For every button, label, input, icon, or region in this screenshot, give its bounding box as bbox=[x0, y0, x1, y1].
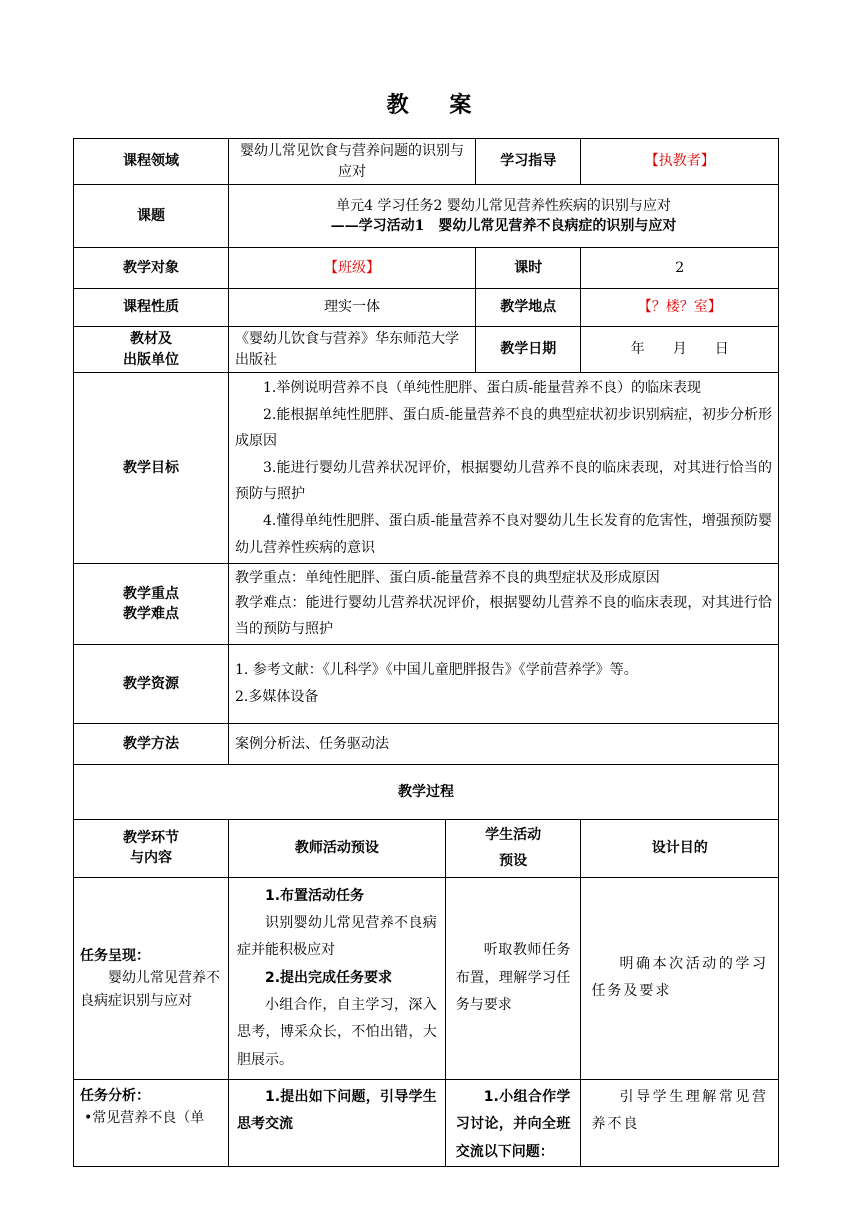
teacher-step-text: 识别婴幼儿常见营养不良病症并能积极应对 bbox=[236, 915, 437, 959]
row-task-presentation bbox=[74, 877, 779, 1079]
topic-value bbox=[228, 185, 778, 248]
title-char-2: 案 bbox=[449, 93, 474, 118]
row-topic bbox=[74, 185, 779, 248]
row-nature bbox=[74, 289, 779, 327]
col-stage-header-line-2: 与内容 bbox=[129, 850, 172, 867]
key-points-label bbox=[74, 564, 229, 645]
purpose-cell bbox=[581, 877, 779, 1079]
target-value: 【班级】 bbox=[228, 248, 475, 289]
topic-label: 课题 bbox=[74, 185, 229, 248]
row-task-analysis bbox=[74, 1079, 779, 1166]
teacher-step-title: 1.布置活动任务 bbox=[264, 887, 365, 904]
student-step-title: 1.小组合作学习讨论，并向全班交流以下问题： bbox=[455, 1088, 571, 1160]
goal-item: 2.能根据单纯性肥胖、蛋白质-能量营养不良的典型症状初步识别病症，初步分析形成原因 bbox=[234, 406, 772, 450]
student-activity-cell bbox=[445, 1079, 581, 1166]
col-student-header bbox=[445, 819, 581, 877]
nature-label: 课程性质 bbox=[74, 289, 229, 327]
resource-item: 1. 参考文献：《儿科学》《中国儿童肥胖报告》《学前营养学》等。 bbox=[234, 662, 638, 679]
textbook-label bbox=[74, 327, 229, 373]
goals-list bbox=[228, 373, 778, 564]
col-student-header-line-2: 预设 bbox=[499, 853, 528, 870]
teacher-step-text: 小组合作，自主学习，深入思考，博采众长，不怕出错，大胆展示。 bbox=[236, 997, 437, 1068]
row-process-header bbox=[74, 819, 779, 877]
goal-item: 3.能进行婴幼儿营养状况评价，根据婴幼儿营养不良的临床表现，对其进行恰当的预防与照护 bbox=[234, 459, 772, 503]
row-key-points bbox=[74, 564, 779, 645]
stage-desc: 婴幼儿常见营养不良病症识别与应对 bbox=[80, 970, 220, 1009]
teacher-activity-cell bbox=[228, 877, 445, 1079]
place-label: 教学地点 bbox=[476, 289, 581, 327]
guide-value: 【执教者】 bbox=[581, 139, 779, 185]
row-method bbox=[74, 723, 779, 764]
hours-value: 2 bbox=[581, 248, 779, 289]
col-student-header-line-1: 学生活动 bbox=[485, 826, 542, 843]
method-value: 案例分析法、任务驱动法 bbox=[228, 723, 778, 764]
course-area-label: 课程领域 bbox=[74, 139, 229, 185]
col-stage-header-line-1: 教学环节 bbox=[122, 830, 179, 847]
row-textbook bbox=[74, 327, 779, 373]
row-process-title bbox=[74, 764, 779, 819]
difficult-point-text: 教学难点：能进行婴幼儿营养状况评价，根据婴幼儿营养不良的临床表现，对其进行恰当的预防与照护 bbox=[234, 595, 772, 637]
document-title bbox=[0, 88, 860, 119]
stage-title: 任务分析： bbox=[80, 1087, 150, 1104]
resource-item: 2.多媒体设备 bbox=[234, 688, 319, 705]
process-label: 教学过程 bbox=[74, 764, 779, 819]
purpose-text: 明确本次活动的学习任务及要求 bbox=[591, 956, 768, 1000]
course-area-value: 婴幼儿常见饮食与营养问题的识别与应对 bbox=[228, 139, 475, 185]
target-label: 教学对象 bbox=[74, 248, 229, 289]
date-value: 年 月 日 bbox=[581, 327, 779, 373]
hours-label: 课时 bbox=[476, 248, 581, 289]
stage-bullet: •常见营养不良（单 bbox=[84, 1109, 205, 1126]
topic-line-2: ——学习活动1 婴幼儿常见营养不良病症的识别与应对 bbox=[330, 218, 677, 234]
stage-cell bbox=[74, 1079, 229, 1166]
date-label: 教学日期 bbox=[476, 327, 581, 373]
col-purpose-header: 设计目的 bbox=[581, 819, 779, 877]
purpose-text: 引导学生理解常见营养不良 bbox=[591, 1088, 768, 1133]
col-teacher-header: 教师活动预设 bbox=[228, 819, 445, 877]
lesson-plan-table bbox=[73, 138, 779, 1167]
teacher-step-title: 2.提出完成任务要求 bbox=[264, 969, 393, 986]
goal-item: 4.懂得单纯性肥胖、蛋白质-能量营养不良对婴幼儿生长发育的危害性，增强预防婴幼儿营养性疾病的意识 bbox=[234, 512, 772, 556]
nature-value: 理实一体 bbox=[228, 289, 475, 327]
stage-title: 任务呈现： bbox=[80, 947, 150, 964]
resources-content bbox=[228, 644, 778, 723]
row-resources bbox=[74, 644, 779, 723]
purpose-cell bbox=[581, 1079, 779, 1166]
row-target bbox=[74, 248, 779, 289]
row-course-area bbox=[74, 139, 779, 185]
resources-label: 教学资源 bbox=[74, 644, 229, 723]
textbook-value: 《婴幼儿饮食与营养》华东师范大学出版社 bbox=[228, 327, 475, 373]
guide-label: 学习指导 bbox=[476, 139, 581, 185]
difficult-label: 教学难点 bbox=[122, 605, 179, 622]
stage-cell bbox=[74, 877, 229, 1079]
textbook-label-line-2: 出版单位 bbox=[122, 351, 179, 368]
textbook-label-line-1: 教材及 bbox=[129, 331, 172, 348]
row-goals bbox=[74, 373, 779, 564]
key-point-text: 教学重点：单纯性肥胖、蛋白质-能量营养不良的典型症状及形成原因 bbox=[234, 570, 660, 587]
goal-item: 1.举例说明营养不良（单纯性肥胖、蛋白质-能量营养不良）的临床表现 bbox=[262, 380, 702, 396]
topic-line-1: 单元4 学习任务2 婴幼儿常见营养性疾病的识别与应对 bbox=[336, 197, 671, 214]
key-points-content bbox=[228, 564, 778, 645]
teacher-step-title: 1.提出如下问题，引导学生思考交流 bbox=[236, 1088, 437, 1133]
teacher-activity-cell bbox=[228, 1079, 445, 1166]
student-activity-cell bbox=[445, 877, 581, 1079]
place-value: 【？楼？室】 bbox=[581, 289, 779, 327]
goals-label: 教学目标 bbox=[74, 373, 229, 564]
key-label: 教学重点 bbox=[122, 585, 179, 602]
title-char-1: 教 bbox=[386, 93, 411, 118]
student-activity-text: 听取教师任务布置，理解学习任务与要求 bbox=[455, 942, 571, 1014]
col-stage-header bbox=[74, 819, 229, 877]
method-label: 教学方法 bbox=[74, 723, 229, 764]
